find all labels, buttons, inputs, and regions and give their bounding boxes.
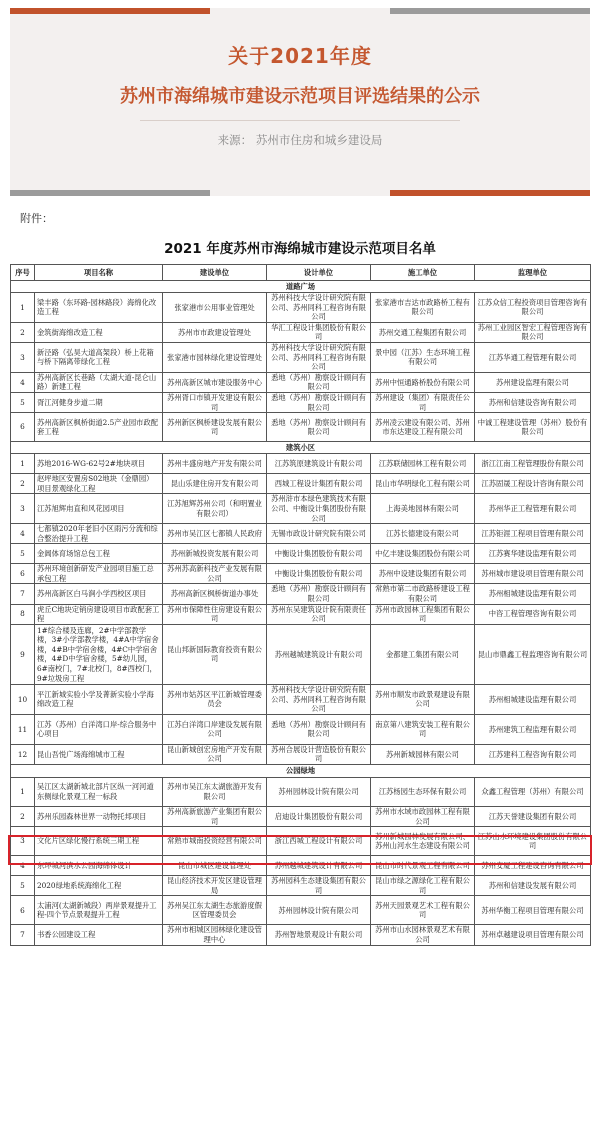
table-row bbox=[11, 856, 591, 876]
cell-builder: 苏州市吴江区七都镇人民政府 bbox=[163, 524, 267, 544]
cell-builder: 苏州吴江东太湖生态旅游度假区管理委员会 bbox=[163, 896, 267, 925]
cell-builder: 苏州胥口市镇开发建设有限公司 bbox=[163, 392, 267, 412]
table-row bbox=[11, 778, 591, 807]
cell-supervisor: 江苏固晟工程设计咨询有限公司 bbox=[475, 474, 591, 494]
cell-index: 5 bbox=[11, 876, 35, 896]
cell-builder: 苏州苏高新科技产业发展有限公司 bbox=[163, 564, 267, 584]
cell-designer: 苏州智地景观设计有限公司 bbox=[267, 925, 371, 945]
cell-constructor: 江苏长德建设有限公司 bbox=[371, 524, 475, 544]
table-row bbox=[11, 474, 591, 494]
cell-index: 1 bbox=[11, 778, 35, 807]
cell-index: 1 bbox=[11, 454, 35, 474]
cell-supervisor: 苏州卓越建设项目管理有限公司 bbox=[475, 925, 591, 945]
header-banner bbox=[10, 8, 590, 196]
cell-project-name: 胥江河健身步道二期 bbox=[35, 392, 163, 412]
cell-constructor: 苏州市顺发市政景观建设有限公司 bbox=[371, 684, 475, 714]
banner-accent-bar bbox=[390, 8, 590, 14]
cell-project-name: 2020绿地系统海绵化工程 bbox=[35, 876, 163, 896]
table-row bbox=[11, 807, 591, 827]
cell-project-name: 书香公园建设工程 bbox=[35, 925, 163, 945]
cell-index: 1 bbox=[11, 293, 35, 323]
cell-project-name: 江苏（苏州）白洋湾口岸-综合服务中心项目 bbox=[35, 714, 163, 744]
table-row bbox=[11, 827, 591, 856]
banner-accent-bar bbox=[10, 190, 210, 196]
cell-builder: 苏州新区枫桥建设发展有限公司 bbox=[163, 413, 267, 442]
cell-builder: 苏州高新区城市建设服务中心 bbox=[163, 372, 267, 392]
cell-index: 9 bbox=[11, 624, 35, 684]
cell-supervisor: 江苏赛华建设监理有限公司 bbox=[475, 544, 591, 564]
cell-supervisor: 江苏建科工程咨询有限公司 bbox=[475, 744, 591, 764]
cell-index: 6 bbox=[11, 896, 35, 925]
cell-constructor: 昆山市华明绿化工程有限公司 bbox=[371, 474, 475, 494]
attachment-label: 附件： bbox=[20, 212, 53, 225]
table-row bbox=[11, 322, 591, 342]
cell-constructor: 苏州交通工程集团有限公司 bbox=[371, 322, 475, 342]
cell-constructor: 苏州建设（集团）有限责任公司 bbox=[371, 392, 475, 412]
cell-builder: 苏州市吴江东太湖旅游开发有限公司 bbox=[163, 778, 267, 807]
cell-supervisor: 苏州城市建设项目管理有限公司 bbox=[475, 564, 591, 584]
cell-supervisor: 苏州和信建设咨询有限公司 bbox=[475, 392, 591, 412]
cell-supervisor: 江苏钜涯工程项目管理有限公司 bbox=[475, 524, 591, 544]
cell-designer: 苏州园林设计院有限公司 bbox=[267, 896, 371, 925]
cell-project-name: 苏州高新区白马涧小学西校区项目 bbox=[35, 584, 163, 604]
cell-constructor: 昆山市时代景观工程有限公司 bbox=[371, 856, 475, 876]
cell-designer: 西城工程设计集团有限公司 bbox=[267, 474, 371, 494]
cell-designer: 悉地（苏州）勘察设计顾问有限公司 bbox=[267, 584, 371, 604]
cell-project-name: 文化片区绿化慢行系统三期工程 bbox=[35, 827, 163, 856]
cell-project-name: 七都镇2020年老旧小区雨污分流和综合整治提升工程 bbox=[35, 524, 163, 544]
cell-builder: 昆山经济技术开发区建设管理局 bbox=[163, 876, 267, 896]
cell-project-name: 苏州高新区枫桥街道2.5产业园市政配套工程 bbox=[35, 413, 163, 442]
cell-constructor: 苏州天园景观艺术工程有限公司 bbox=[371, 896, 475, 925]
cell-project-name: 东环城河滨水公园海绵体设计 bbox=[35, 856, 163, 876]
cell-designer: 苏州科技大学设计研究院有限公司、苏州同科工程咨询有限公司 bbox=[267, 684, 371, 714]
cell-supervisor: 中咨工程管理咨询有限公司 bbox=[475, 604, 591, 624]
table-row bbox=[11, 372, 591, 392]
cell-designer: 苏州园林设计院有限公司 bbox=[267, 778, 371, 807]
list-title: 2021 年度苏州市海绵城市建设示范项目名单 bbox=[164, 241, 436, 257]
table-row bbox=[11, 524, 591, 544]
cell-index: 12 bbox=[11, 744, 35, 764]
column-header-index: 序号 bbox=[11, 265, 35, 281]
cell-project-name: 苏地2016-WG-62号2#地块项目 bbox=[35, 454, 163, 474]
cell-designer: 中衡设计集团股份有限公司 bbox=[267, 564, 371, 584]
cell-constructor: 金都建工集团有限公司 bbox=[371, 624, 475, 684]
cell-designer: 苏州越城建筑设计有限公司 bbox=[267, 624, 371, 684]
table-row bbox=[11, 413, 591, 442]
table-row bbox=[11, 392, 591, 412]
cell-project-name: 苏州高新区长巷路（太湖大道-昆仑山路）新建工程 bbox=[35, 372, 163, 392]
cell-index: 3 bbox=[11, 494, 35, 524]
cell-supervisor: 苏州华正工程管理有限公司 bbox=[475, 494, 591, 524]
cell-supervisor: 苏州建设监理有限公司 bbox=[475, 372, 591, 392]
cell-index: 11 bbox=[11, 714, 35, 744]
cell-builder: 苏州丰盛房地产开发有限公司 bbox=[163, 454, 267, 474]
cell-constructor: 苏州凌云建设有限公司、苏州市东达建设工程有限公司 bbox=[371, 413, 475, 442]
cell-index: 6 bbox=[11, 564, 35, 584]
cell-index: 5 bbox=[11, 392, 35, 412]
cell-designer: 苏州浒市本绿色建筑技术有限公司、中衡设计集团股份有限公司 bbox=[267, 494, 371, 524]
cell-project-name: 平江新城实验小学及菁新实验小学海绵改造工程 bbox=[35, 684, 163, 714]
cell-supervisor: 江苏众信工程投资项目管理咨询有限公司 bbox=[475, 293, 591, 323]
cell-constructor: 景中园（江苏）生态环境工程有限公司 bbox=[371, 342, 475, 372]
cell-builder: 张家港市园林绿化建设管理处 bbox=[163, 342, 267, 372]
page-title: 苏州市海绵城市建设示范项目评选结果的公示 bbox=[120, 86, 480, 107]
table-row bbox=[11, 454, 591, 474]
column-header-project: 项目名称 bbox=[35, 265, 163, 281]
cell-designer: 悉地（苏州）勘察设计顾问有限公司 bbox=[267, 372, 371, 392]
cell-project-name: 金阊体育场馆总包工程 bbox=[35, 544, 163, 564]
cell-designer: 苏州合展设计营造股份有限公司 bbox=[267, 744, 371, 764]
section-row bbox=[11, 442, 591, 454]
table-header-row bbox=[11, 265, 591, 281]
cell-builder: 昆山新城创宏房地产开发有限公司 bbox=[163, 744, 267, 764]
cell-designer: 苏州科技大学设计研究院有限公司、苏州同科工程咨询有限公司 bbox=[267, 293, 371, 323]
cell-constructor: 苏州新城园林有限公司 bbox=[371, 744, 475, 764]
cell-designer: 苏州东吴建筑设计院有限责任公司 bbox=[267, 604, 371, 624]
cell-designer: 江苏筑原建筑设计有限公司 bbox=[267, 454, 371, 474]
cell-designer: 苏州科技大学设计研究院有限公司、苏州同科工程咨询有限公司 bbox=[267, 342, 371, 372]
cell-constructor: 苏州中恒通路桥股份有限公司 bbox=[371, 372, 475, 392]
source-line: 来源： 苏州市住房和城乡建设局 bbox=[217, 133, 383, 147]
cell-supervisor: 苏州相城建设监理有限公司 bbox=[475, 584, 591, 604]
cell-designer: 悉地（苏州）勘察设计顾问有限公司 bbox=[267, 714, 371, 744]
cell-index: 2 bbox=[11, 474, 35, 494]
cell-supervisor: 苏州建筑工程监理有限公司 bbox=[475, 714, 591, 744]
table-row bbox=[11, 342, 591, 372]
cell-constructor: 张家港市吉达市政路桥工程有限公司 bbox=[371, 293, 475, 323]
table-row bbox=[11, 925, 591, 945]
section-row bbox=[11, 765, 591, 778]
cell-supervisor: 苏州相城建设监理有限公司 bbox=[475, 684, 591, 714]
cell-index: 7 bbox=[11, 584, 35, 604]
cell-supervisor: 中诚工程建设管理（苏州）股份有限公司 bbox=[475, 413, 591, 442]
cell-index: 3 bbox=[11, 342, 35, 372]
cell-builder: 苏州高新旅游产业集团有限公司 bbox=[163, 807, 267, 827]
cell-designer: 悉地（苏州）勘察设计顾问有限公司 bbox=[267, 392, 371, 412]
section-label: 建筑小区 bbox=[11, 442, 591, 454]
divider bbox=[140, 120, 460, 121]
cell-constructor: 苏州市山水园林景观艺术有限公司 bbox=[371, 925, 475, 945]
cell-builder: 苏州市相城区园林绿化建设管理中心 bbox=[163, 925, 267, 945]
project-table bbox=[10, 264, 591, 946]
cell-builder: 江苏白洋湾口岸建设发展有限公司 bbox=[163, 714, 267, 744]
table-row bbox=[11, 624, 591, 684]
cell-project-name: 苏州乐园森林世界一动物托邦项目 bbox=[35, 807, 163, 827]
cell-index: 8 bbox=[11, 604, 35, 624]
cell-supervisor: 浙江江南工程管理股份有限公司 bbox=[475, 454, 591, 474]
table-row bbox=[11, 564, 591, 584]
cell-designer: 华汇工程设计集团股份有限公司 bbox=[267, 322, 371, 342]
cell-supervisor: 昆山市鼎鑫工程监理咨询有限公司 bbox=[475, 624, 591, 684]
cell-constructor: 常熟市第二市政路桥建设工程有限公司 bbox=[371, 584, 475, 604]
cell-project-name: 新泾路（弘昊大道高架段）桥上花箱与桥下隔离带绿化工程 bbox=[35, 342, 163, 372]
section-row bbox=[11, 281, 591, 293]
section-label: 公园绿地 bbox=[11, 765, 591, 778]
table-row bbox=[11, 744, 591, 764]
cell-constructor: 江苏杨园生态环保有限公司 bbox=[371, 778, 475, 807]
page-title-year: 关于2021年度 bbox=[228, 44, 372, 68]
table-row bbox=[11, 684, 591, 714]
cell-supervisor: 苏州和信建设发展有限公司 bbox=[475, 876, 591, 896]
cell-supervisor: 江苏山水环境建设集团股份有限公司 bbox=[475, 827, 591, 856]
cell-supervisor: 苏州华衡工程项目管理有限公司 bbox=[475, 896, 591, 925]
cell-project-name: 梁丰路（东环路-园林路段）海绵化改造工程 bbox=[35, 293, 163, 323]
cell-supervisor: 江苏天誉建设集团有限公司 bbox=[475, 807, 591, 827]
cell-designer: 浙江西城工程设计有限公司 bbox=[267, 827, 371, 856]
cell-index: 6 bbox=[11, 413, 35, 442]
cell-constructor: 苏州新城园林发展有限公司、苏州山河水生态建设有限公司 bbox=[371, 827, 475, 856]
cell-project-name: 赵坪地区安置房S02地块（金鼎园）项目景观绿化工程 bbox=[35, 474, 163, 494]
cell-index: 4 bbox=[11, 524, 35, 544]
column-header-constructor: 施工单位 bbox=[371, 265, 475, 281]
banner-accent-bar bbox=[390, 190, 590, 196]
column-header-builder: 建设单位 bbox=[163, 265, 267, 281]
cell-builder: 常熟市城南投资经营有限公司 bbox=[163, 827, 267, 856]
cell-builder: 苏州高新区枫桥街道办事处 bbox=[163, 584, 267, 604]
cell-builder: 张家港市公用事业管理处 bbox=[163, 293, 267, 323]
cell-constructor: 苏州市水域市政园林工程有限公司 bbox=[371, 807, 475, 827]
cell-index: 4 bbox=[11, 372, 35, 392]
cell-constructor: 江苏联储园林工程有限公司 bbox=[371, 454, 475, 474]
cell-project-name: 虎丘C地块定销房建设项目市政配套工程 bbox=[35, 604, 163, 624]
cell-index: 10 bbox=[11, 684, 35, 714]
cell-constructor: 中亿丰建设集团股份有限公司 bbox=[371, 544, 475, 564]
cell-constructor: 昆山市绿之源绿化工程有限公司 bbox=[371, 876, 475, 896]
cell-constructor: 上海美地园林有限公司 bbox=[371, 494, 475, 524]
cell-designer: 启迪设计集团股份有限公司 bbox=[267, 807, 371, 827]
cell-project-name: 苏州环境创新研发产业园项目施工总承包工程 bbox=[35, 564, 163, 584]
cell-supervisor: 苏州工业园区智宏工程管理咨询有限公司 bbox=[475, 322, 591, 342]
cell-index: 5 bbox=[11, 544, 35, 564]
cell-index: 7 bbox=[11, 925, 35, 945]
cell-project-name: 江苏旭辉甪直和风花园项目 bbox=[35, 494, 163, 524]
cell-constructor: 苏州市政园林工程集团有限公司 bbox=[371, 604, 475, 624]
cell-designer: 苏州园科生态建设集团有限公司 bbox=[267, 876, 371, 896]
banner-accent-bar bbox=[10, 8, 210, 14]
table-row bbox=[11, 876, 591, 896]
section-label: 道路广场 bbox=[11, 281, 591, 293]
cell-project-name: 太浦河(太湖新城段）两岸景观提升工程-四个节点景观提升工程 bbox=[35, 896, 163, 925]
cell-designer: 中衡设计集团股份有限公司 bbox=[267, 544, 371, 564]
cell-project-name: 金筑街海绵改造工程 bbox=[35, 322, 163, 342]
cell-builder: 昆山市城区建设管理处 bbox=[163, 856, 267, 876]
table-row bbox=[11, 293, 591, 323]
cell-index: 2 bbox=[11, 322, 35, 342]
cell-builder: 江苏旭辉苏州公司（和明置业有限公司） bbox=[163, 494, 267, 524]
cell-project-name: 昆山吾悦广场海绵城市工程 bbox=[35, 744, 163, 764]
cell-project-name: 1#综合楼及连廊，2#中学部教学楼，3#小学部教学楼，4#A中学宿舍楼，4#B中学宿舍楼，4#C中学宿舍楼，4#D中学宿舍楼，5#幼儿园，6#南校门，7#北校门，8#西校门，9#垃圾房工程 bbox=[35, 624, 163, 684]
column-header-designer: 设计单位 bbox=[267, 265, 371, 281]
cell-index: 4 bbox=[11, 856, 35, 876]
table-row bbox=[11, 896, 591, 925]
cell-builder: 昆山邦新国际教育投资有限公司 bbox=[163, 624, 267, 684]
cell-builder: 昆山乐建住房开发有限公司 bbox=[163, 474, 267, 494]
cell-constructor: 苏州中设建设集团有限公司 bbox=[371, 564, 475, 584]
cell-designer: 苏州越城建筑设计有限公司 bbox=[267, 856, 371, 876]
cell-designer: 悉地（苏州）勘察设计顾问有限公司 bbox=[267, 413, 371, 442]
cell-supervisor: 江苏华通工程管理有限公司 bbox=[475, 342, 591, 372]
cell-index: 2 bbox=[11, 807, 35, 827]
cell-index: 3 bbox=[11, 827, 35, 856]
table-row bbox=[11, 714, 591, 744]
cell-builder: 苏州市保障性住房建设有限公司 bbox=[163, 604, 267, 624]
table-row bbox=[11, 544, 591, 564]
cell-builder: 苏州市姑苏区平江新城管理委员会 bbox=[163, 684, 267, 714]
column-header-supervisor: 监理单位 bbox=[475, 265, 591, 281]
cell-builder: 苏州市市政建设管理处 bbox=[163, 322, 267, 342]
cell-supervisor: 苏州安厦工程建设咨询有限公司 bbox=[475, 856, 591, 876]
cell-builder: 苏州新城投资发展有限公司 bbox=[163, 544, 267, 564]
cell-supervisor: 众鑫工程管理（苏州）有限公司 bbox=[475, 778, 591, 807]
table-row bbox=[11, 604, 591, 624]
cell-project-name: 吴江区太湖新城北部片区纵一河河道东侧绿化景观工程一标段 bbox=[35, 778, 163, 807]
table-row bbox=[11, 584, 591, 604]
table-row bbox=[11, 494, 591, 524]
cell-designer: 无锡市政设计研究院有限公司 bbox=[267, 524, 371, 544]
cell-constructor: 南京第八建筑安装工程有限公司 bbox=[371, 714, 475, 744]
